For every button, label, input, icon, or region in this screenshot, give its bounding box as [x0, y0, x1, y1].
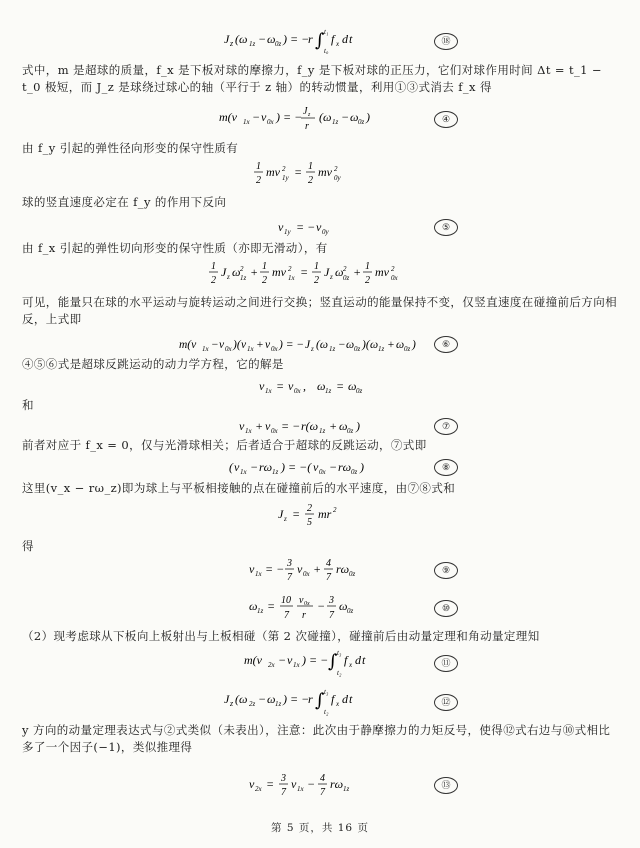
svg-text:1z: 1z	[332, 118, 339, 126]
equation-8	[0, 456, 640, 481]
equation-rendering	[235, 415, 405, 437]
svg-text:,: ,	[303, 379, 306, 393]
svg-text:1x: 1x	[240, 468, 247, 476]
svg-text:r: r	[308, 32, 313, 46]
svg-text:0z: 0z	[356, 387, 363, 395]
svg-text:r: r	[302, 610, 306, 621]
svg-text:=: =	[336, 379, 345, 393]
svg-text:t₃: t₃	[324, 688, 329, 696]
svg-text:7: 7	[320, 787, 325, 798]
svg-text:0x: 0x	[303, 570, 310, 578]
svg-text:0x: 0x	[391, 274, 398, 282]
paragraph-definitions: 式中，m 是超球的质量，f_x 是下板对球的摩擦力，f_y 是下板对球的正压力，它们对球作用时间 Δt = t_1 − t_0 极短，而 J_z 是球绕过球心的轴（平行于 z 轴）的转动惯量，利用①③式消去 f_x 得	[22, 63, 602, 94]
svg-text:=: =	[276, 379, 285, 393]
paragraph-vertical-reverse: 球的竖直速度必定在 f_y 的作用下反向	[22, 195, 227, 209]
svg-text:ω: ω	[348, 379, 357, 393]
svg-text:ω: ω	[350, 110, 359, 124]
svg-text:J: J	[278, 507, 284, 521]
svg-text:+: +	[250, 265, 259, 279]
svg-text:1: 1	[314, 261, 319, 272]
svg-text:t: t	[362, 653, 366, 667]
equation-rendering	[270, 216, 370, 238]
svg-text:ω: ω	[267, 692, 276, 706]
svg-text:z: z	[311, 345, 314, 353]
svg-text:7: 7	[281, 787, 286, 798]
svg-text:(ω: (ω	[319, 110, 332, 124]
svg-text:0y: 0y	[334, 174, 341, 182]
svg-text:1y: 1y	[282, 174, 289, 182]
svg-text:0x: 0x	[304, 601, 310, 607]
svg-text:1z: 1z	[319, 427, 326, 435]
svg-text:−: −	[329, 460, 338, 474]
svg-text:v: v	[239, 419, 245, 433]
svg-text:v: v	[219, 339, 225, 351]
svg-text:3: 3	[329, 595, 334, 606]
svg-text:1x: 1x	[293, 661, 300, 669]
svg-text:∫: ∫	[328, 651, 338, 672]
equation-11	[0, 647, 640, 680]
svg-text:J: J	[305, 339, 311, 351]
svg-text:t₁: t₁	[324, 28, 329, 36]
svg-text:ω: ω	[396, 339, 405, 351]
svg-text:z: z	[227, 273, 230, 281]
svg-text:1z: 1z	[275, 700, 282, 708]
svg-text:1z: 1z	[249, 40, 256, 48]
svg-text:t: t	[349, 692, 353, 706]
equation-rendering	[175, 333, 465, 355]
svg-text:ω: ω	[317, 379, 326, 393]
svg-text:5: 5	[307, 517, 312, 528]
equation-number-6: ⑥	[434, 336, 458, 353]
svg-text:0x: 0x	[294, 387, 301, 395]
equation-rendering	[270, 500, 370, 530]
svg-text:−: −	[317, 599, 326, 613]
svg-text:) = −: ) = −	[276, 110, 303, 124]
svg-text:d: d	[342, 32, 348, 46]
svg-text:(ω: (ω	[235, 692, 248, 706]
svg-text:2: 2	[282, 165, 286, 173]
svg-text:v: v	[288, 379, 294, 393]
svg-text:0z: 0z	[347, 427, 354, 435]
svg-text:) = −: ) = −	[302, 653, 329, 667]
paragraph-second-collision: （2）现考虑球从下板向上板射出与上板相碰（第 2 次碰撞），碰撞前后由动量定理和角动量定理知	[22, 629, 540, 643]
svg-text:J: J	[224, 32, 230, 46]
svg-text:0z: 0z	[347, 607, 354, 615]
svg-text:1z: 1z	[343, 785, 350, 793]
svg-text:mr: mr	[318, 507, 332, 521]
svg-text:f: f	[344, 653, 348, 667]
svg-text:ω: ω	[339, 419, 348, 433]
svg-text:z: z	[284, 515, 287, 523]
svg-text:ω: ω	[335, 265, 344, 279]
svg-text:(ω: (ω	[235, 32, 248, 46]
svg-text:0x: 0x	[225, 345, 232, 353]
svg-text:z: z	[230, 699, 234, 708]
svg-text:∫: ∫	[315, 30, 325, 51]
svg-text:2: 2	[288, 265, 292, 273]
svg-text:mv: mv	[266, 165, 280, 179]
svg-text:v: v	[249, 562, 255, 576]
svg-text:1x: 1x	[288, 274, 295, 282]
svg-text:0z: 0z	[358, 118, 365, 126]
svg-text:t₃: t₃	[337, 649, 342, 657]
svg-text:1x: 1x	[243, 118, 250, 126]
svg-text:f: f	[331, 32, 335, 46]
paragraph-radial-deformation: 由 f_y 引起的弹性径向形变的保守性质有	[22, 141, 239, 155]
svg-text:=: =	[267, 599, 276, 613]
svg-text:3: 3	[287, 558, 292, 569]
svg-text:7: 7	[287, 572, 292, 583]
svg-text:)(: )(	[362, 339, 370, 351]
svg-text:rω: rω	[338, 460, 352, 474]
svg-text:mv: mv	[318, 165, 332, 179]
svg-text:v: v	[234, 460, 240, 474]
equation-5	[0, 216, 640, 241]
svg-text:v: v	[313, 460, 319, 474]
equation-rendering	[245, 591, 395, 623]
svg-text:v: v	[299, 595, 304, 606]
svg-text:2x: 2x	[268, 661, 275, 669]
svg-text:0x: 0x	[271, 345, 278, 353]
svg-text:ω: ω	[232, 265, 241, 279]
svg-text:2z: 2z	[249, 700, 256, 708]
page-footer: 第 5 页，共 16 页	[271, 822, 369, 834]
svg-text:1z: 1z	[378, 345, 385, 353]
svg-text:2: 2	[262, 275, 267, 286]
svg-text:+: +	[255, 419, 264, 433]
paragraph-tangential-deformation: 由 f_x 引起的弹性切向形变的保守性质（亦即无滑动），有	[22, 241, 328, 255]
svg-text:= −: = −	[265, 562, 285, 576]
svg-text:−: −	[341, 110, 350, 124]
svg-text:f: f	[331, 692, 335, 706]
svg-text:3: 3	[281, 773, 286, 784]
svg-text:d: d	[342, 692, 348, 706]
svg-text:7: 7	[284, 610, 289, 621]
paragraph-contact-point: 这里(v_x − rω_z)即为球上与平板相接触的点在碰撞前后的水平速度，由⑦⑧式和	[22, 481, 456, 495]
svg-text:rω: rω	[259, 460, 273, 474]
equation-number-10: ⑩	[434, 600, 458, 617]
equation-number-9: ⑨	[434, 562, 458, 579]
svg-text:1x: 1x	[245, 427, 252, 435]
svg-text:0z: 0z	[275, 40, 282, 48]
svg-text:z: z	[308, 112, 311, 118]
svg-text:+: +	[313, 562, 322, 576]
svg-text:v: v	[265, 339, 271, 351]
paragraph-dynamics-equations: ④⑤⑥式是超球反跳运动的动力学方程，它的解是	[22, 357, 284, 371]
equation-number-13: ⑬	[434, 777, 458, 794]
svg-text:0y: 0y	[322, 228, 329, 236]
svg-text:ω: ω	[267, 32, 276, 46]
svg-text:−: −	[278, 653, 287, 667]
svg-text:ω: ω	[249, 599, 258, 613]
svg-text:1z: 1z	[240, 274, 247, 282]
svg-text:r(ω: r(ω	[301, 419, 319, 433]
svg-text:+: +	[387, 339, 395, 351]
svg-text:J: J	[324, 265, 330, 279]
svg-text:2: 2	[365, 275, 370, 286]
svg-text:7: 7	[326, 572, 331, 583]
svg-text:d: d	[355, 653, 361, 667]
svg-text:1: 1	[256, 161, 261, 172]
svg-text:=: =	[300, 265, 309, 279]
svg-text:m(v: m(v	[219, 110, 237, 124]
svg-text:1x: 1x	[247, 345, 254, 353]
svg-text:x: x	[336, 700, 340, 708]
svg-text:) = −: ) = −	[279, 339, 305, 351]
equation-rendering	[220, 686, 420, 716]
paragraph-energy-exchange: 可见，能量只在球的水平运动与旋转运动之间进行交换；竖直运动的能量保持不变，仅竖直速度在碰撞前后方向相反，上式即	[22, 295, 617, 326]
svg-text:z: z	[230, 39, 234, 48]
paragraph-obtain: 得	[22, 539, 34, 553]
svg-text:−: −	[211, 339, 219, 351]
equation-rendering	[220, 26, 420, 54]
svg-text:v: v	[249, 777, 255, 791]
equation-rendering	[240, 647, 400, 677]
svg-text:t₂: t₂	[324, 708, 329, 716]
equation-13	[0, 770, 640, 803]
equation-impulse-angular	[0, 26, 640, 57]
svg-text:−: −	[258, 692, 267, 706]
equation-number-18: ⑱	[434, 33, 458, 50]
svg-text:+: +	[256, 339, 264, 351]
svg-text:) = −: ) = −	[283, 692, 310, 706]
svg-text:= −: = −	[296, 220, 316, 234]
equation-moment-of-inertia	[0, 500, 640, 533]
svg-text:0z: 0z	[404, 345, 411, 353]
equation-rendering	[215, 104, 425, 132]
svg-text:v: v	[287, 653, 293, 667]
svg-text:t₂: t₂	[337, 669, 342, 677]
svg-text:r: r	[308, 692, 313, 706]
svg-text:t₀: t₀	[324, 47, 329, 54]
svg-text:(ω: (ω	[316, 339, 328, 351]
svg-text:v: v	[261, 110, 267, 124]
svg-text:=: =	[294, 165, 303, 179]
svg-text:m(v: m(v	[244, 653, 262, 667]
svg-text:rω: rω	[336, 562, 350, 576]
equation-12	[0, 686, 640, 719]
equation-9	[0, 555, 640, 588]
svg-text:2: 2	[343, 265, 347, 273]
svg-text:2: 2	[240, 265, 244, 273]
svg-text:1x: 1x	[255, 570, 262, 578]
svg-text:r: r	[305, 121, 309, 132]
svg-text:1z: 1z	[325, 387, 332, 395]
svg-text:rω: rω	[330, 777, 344, 791]
svg-text:∫: ∫	[315, 690, 325, 711]
svg-text:z: z	[330, 273, 333, 281]
equation-rendering	[225, 456, 415, 478]
svg-text:= −: = −	[281, 419, 301, 433]
svg-text:J: J	[221, 265, 227, 279]
svg-text:x: x	[336, 40, 340, 48]
svg-text:) = −: ) = −	[283, 32, 310, 46]
svg-text:−: −	[252, 110, 261, 124]
svg-text:=: =	[266, 777, 275, 791]
svg-text:−: −	[250, 460, 259, 474]
svg-text:=: =	[292, 507, 301, 521]
svg-text:): )	[412, 339, 416, 351]
svg-text:v: v	[316, 220, 322, 234]
svg-text:0z: 0z	[349, 570, 356, 578]
svg-text:7: 7	[329, 610, 334, 621]
svg-text:2: 2	[334, 165, 338, 173]
svg-text:m(v: m(v	[179, 339, 197, 351]
paragraph-y-direction-note: y 方向的动量定理表达式与②式类似（未表出），注意：此次由于静摩擦力的力矩反号，使得⑫式右边与⑩式相比多了一个因子(−1)，类似推理得	[22, 723, 611, 754]
svg-text:v: v	[291, 777, 297, 791]
svg-text:J: J	[224, 692, 230, 706]
svg-text:2: 2	[333, 506, 337, 514]
equation-rendering	[250, 158, 390, 188]
svg-text:1z: 1z	[257, 607, 264, 615]
svg-text:0z: 0z	[351, 468, 358, 476]
svg-text:4: 4	[326, 558, 331, 569]
svg-text:t: t	[349, 32, 353, 46]
svg-text:1z: 1z	[272, 468, 279, 476]
svg-text:2x: 2x	[255, 785, 262, 793]
svg-text:1: 1	[262, 261, 267, 272]
svg-text:v: v	[278, 220, 284, 234]
svg-text:1x: 1x	[202, 345, 209, 353]
svg-text:0x: 0x	[267, 118, 274, 126]
svg-text:2: 2	[391, 265, 395, 273]
equation-number-5: ⑤	[434, 219, 458, 236]
equation-number-12: ⑫	[434, 694, 458, 711]
svg-text:v: v	[265, 419, 271, 433]
svg-text:2: 2	[314, 275, 319, 286]
svg-text:1: 1	[365, 261, 370, 272]
svg-text:v: v	[297, 562, 303, 576]
paragraph-smooth-vs-super: 前者对应于 f_x = 0，仅与光滑球相关；后者适合于超球的反跳运动，⑦式即	[22, 438, 427, 452]
svg-text:ω: ω	[370, 339, 379, 351]
equation-rendering	[255, 375, 385, 397]
equation-rendering	[245, 770, 395, 800]
svg-text:2: 2	[211, 275, 216, 286]
svg-text:0z: 0z	[354, 345, 361, 353]
svg-text:v: v	[259, 379, 265, 393]
svg-text:1: 1	[211, 261, 216, 272]
paragraph-and: 和	[22, 398, 34, 412]
svg-text:): )	[356, 419, 360, 433]
equation-6	[0, 333, 640, 358]
svg-text:) = −(: ) = −(	[281, 460, 312, 474]
svg-text:−: −	[338, 339, 346, 351]
svg-text:v: v	[241, 339, 247, 351]
svg-text:0x: 0x	[271, 427, 278, 435]
equation-total-energy	[0, 258, 640, 291]
equation-number-11: ⑪	[434, 655, 458, 672]
svg-text:1x: 1x	[265, 387, 272, 395]
svg-text:(: (	[229, 460, 233, 474]
svg-text:)(: )(	[233, 339, 241, 351]
svg-text:2: 2	[256, 175, 261, 186]
equation-number-8: ⑧	[434, 459, 458, 476]
equation-vertical-energy	[0, 158, 640, 191]
svg-text:): )	[366, 110, 370, 124]
equation-number-4: ④	[434, 111, 458, 128]
svg-text:1z: 1z	[329, 345, 336, 353]
svg-text:0z: 0z	[343, 274, 350, 282]
equation-4	[0, 104, 640, 135]
svg-text:10: 10	[281, 595, 291, 606]
svg-text:+: +	[329, 419, 338, 433]
svg-text:ω: ω	[339, 599, 348, 613]
svg-text:2: 2	[307, 503, 312, 514]
svg-text:0x: 0x	[319, 468, 326, 476]
svg-text:1x: 1x	[297, 785, 304, 793]
equation-rendering	[205, 258, 435, 288]
svg-text:+: +	[353, 265, 362, 279]
svg-text:−: −	[258, 32, 267, 46]
svg-text:ω: ω	[346, 339, 355, 351]
svg-text:4: 4	[320, 773, 325, 784]
svg-text:): )	[360, 460, 364, 474]
svg-text:1: 1	[308, 161, 313, 172]
svg-text:−: −	[307, 777, 316, 791]
equation-10	[0, 591, 640, 626]
equation-number-7: ⑦	[434, 418, 458, 435]
svg-text:mv: mv	[375, 265, 389, 279]
svg-text:1y: 1y	[284, 228, 291, 236]
svg-text:mv: mv	[272, 265, 286, 279]
svg-text:J: J	[303, 106, 308, 117]
equation-rendering	[245, 555, 395, 585]
svg-text:x: x	[349, 661, 353, 669]
svg-text:2: 2	[308, 175, 313, 186]
